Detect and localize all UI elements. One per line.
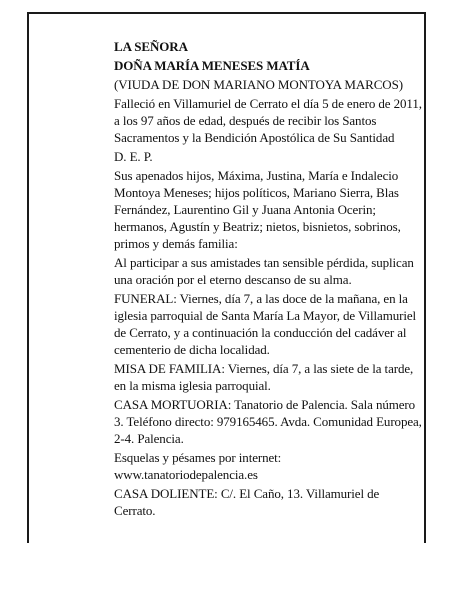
- family-mass-info: MISA DE FAMILIA: Viernes, día 7, a las siete de la tarde, en la misma iglesia parroquial.: [114, 361, 414, 393]
- widow-of-line: (VIUDA DE DON MARIANO MONTOYA MARCOS): [114, 77, 403, 92]
- funeral-info: FUNERAL: Viernes, día 7, a las doce de la mañana, en la iglesia parroquial de Santa María La Mayor, de Villamuriel de Cerrato, y a continuación la conducción del cadáver al cementerio de dicha localidad.: [114, 291, 417, 357]
- family-paragraph: Sus apenados hijos, Máxima, Justina, María e Indalecio Montoya Meneses; hijos políticos, Mariano Sierra, Blas Fernández, Laurentino Gil y Juana Antonia Ocerin; hermanos, Agustín y Beatriz; nietos, bisnietos, sobrinos, primos y demás familia:: [114, 168, 401, 251]
- mourning-house-info: CASA DOLIENTE: C/. El Caño, 13. Villamuriel de Cerrato.: [114, 486, 380, 518]
- obituary-notice: [114, 38, 422, 521]
- online-condolences: Esquelas y pésames por internet: www.tanatoriodepalencia.es: [114, 450, 282, 482]
- deceased-name: DOÑA MARÍA MENESES MATÍA: [114, 58, 310, 73]
- rip-line: D. E. P.: [114, 149, 153, 164]
- death-statement: Falleció en Villamuriel de Cerrato el día 5 de enero de 2011, a los 97 años de edad, después de recibir los Santos Sacramentos y la Bendición Apostólica de Su Santidad: [114, 96, 422, 145]
- funeral-home-info: CASA MORTUORIA: Tanatorio de Palencia. Sala número 3. Teléfono directo: 979165465. Avda. Comunidad Europea, 2-4. Palencia.: [114, 397, 422, 446]
- prayer-request: Al participar a sus amistades tan sensible pérdida, suplican una oración por el eterno descanso de su alma.: [114, 255, 414, 287]
- honorific: LA SEÑORA: [114, 39, 188, 54]
